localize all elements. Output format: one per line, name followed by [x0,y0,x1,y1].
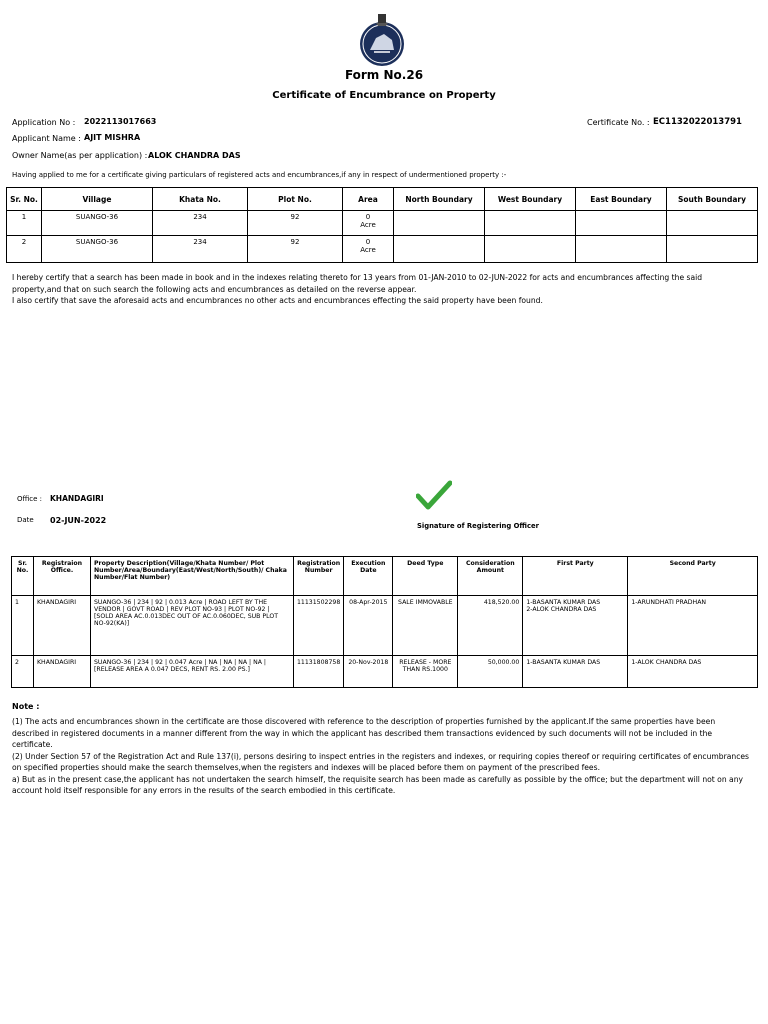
property-table [6,187,758,263]
cell-amount: 418,520.00 [458,596,523,656]
cell-khata: 234 [153,236,248,263]
state-emblem-icon [356,12,408,68]
col-header: Deed Type [393,557,458,596]
table-row [12,656,758,688]
col-header: Village [42,188,153,211]
cell-west [485,211,576,236]
cell-description: SUANGO-36 | 234 | 92 | 0.013 Acre | ROAD LEFT BY THE VENDOR | GOVT ROAD | REV PLOT NO-93 | PLOT NO-92 | [SOLD AREA AC.0.013DEC OUT OF AC.0.060DEC, SUB PLOT NO-92(KA)] [91,596,294,656]
cell-office: KHANDAGIRI [34,656,91,688]
note-1: (1) The acts and encumbrances shown in the certificate are those discovered with reference to the description of properties furnished by the applicant.If the same properties have been described in registered documents in a manner different from the way in which the applicant has described them transactions evidenced by such documents will not be included in the certificate. [12,717,716,749]
col-header: North Boundary [394,188,485,211]
certify-line-1: I hereby certify that a search has been made in book and in the indexes relating thereto for 13 years from 01-JAN-2010 to 02-JUN-2022 for acts and encumbrances affecting the said [12,273,703,282]
owner-name: ALOK CHANDRA DAS [148,151,241,160]
cell-khata: 234 [153,211,248,236]
notes-body [12,716,752,797]
cell-sr: 1 [7,211,42,236]
cell-reg-no: 11131502298 [294,596,344,656]
cell-sr: 2 [7,236,42,263]
encumbrance-table [11,556,758,688]
cell-amount: 50,000.00 [458,656,523,688]
certificate-no-label: Certificate No. : [587,118,650,127]
cell-second-party: 1-ALOK CHANDRA DAS [628,656,758,688]
cell-description: SUANGO-36 | 234 | 92 | 0.047 Acre | NA | NA | NA | NA | [RELEASE AREA A 0.047 DECS, RENT RS. 2.00 PS.] [91,656,294,688]
cell-exec-date: 08-Apr-2015 [344,596,393,656]
first-party-2: 2-ALOK CHANDRA DAS [526,606,597,613]
cell-deed-type: SALE IMMOVABLE [393,596,458,656]
col-header: Second Party [628,557,758,596]
cell-first-party [523,596,628,656]
cell-first-party [523,656,628,688]
certify-line-3: I also certify that save the aforesaid acts and encumbrances no other acts and encumbrances effecting the said property have been found. [12,296,543,305]
first-party-1: 1-BASANTA KUMAR DAS [526,599,601,606]
area-value: 0 [365,213,371,221]
cell-east [576,236,667,263]
col-header: Khata No. [153,188,248,211]
col-header: Plot No. [248,188,343,211]
cell-south [667,211,758,236]
cell-south [667,236,758,263]
cell-plot: 92 [248,211,343,236]
cell-area [343,236,394,263]
area-unit: Acre [360,221,376,229]
applicant-name: AJIT MISHRA [84,133,141,142]
col-header: Execution Date [344,557,393,596]
col-header: West Boundary [485,188,576,211]
col-header: First Party [523,557,628,596]
col-header: Consideration Amount [458,557,523,596]
cell-west [485,236,576,263]
col-header: South Boundary [667,188,758,211]
col-header: Sr. No. [7,188,42,211]
office-label: Office : [17,495,43,503]
table-header-row [7,188,758,211]
cell-deed-type: RELEASE - MORE THAN RS.1000 [393,656,458,688]
date-value: 02-JUN-2022 [50,516,107,525]
owner-name-label: Owner Name(as per application) : [12,151,148,160]
office-name: KHANDAGIRI [50,494,104,503]
certify-text [12,272,757,307]
cell-reg-no: 11131808758 [294,656,344,688]
cell-plot: 92 [248,236,343,263]
table-row [7,236,758,263]
table-row [12,596,758,656]
cell-north [394,236,485,263]
application-no-label: Application No : [12,118,76,127]
col-header: East Boundary [576,188,667,211]
intro-text: Having applied to me for a certificate giving particulars of registered acts and encumbrances,if any in respect of undermentioned property :- [12,171,507,179]
col-header: Area [343,188,394,211]
certificate-subtitle: Certificate of Encumbrance on Property [272,90,496,101]
cell-north [394,211,485,236]
cell-second-party: 1-ARUNDHATI PRADHAN [628,596,758,656]
table-header-row [12,557,758,596]
cell-area [343,211,394,236]
application-no: 2022113017663 [84,117,157,126]
date-label: Date [17,516,34,524]
col-header: Registraion Office. [34,557,91,596]
note-title: Note : [12,702,40,711]
table-row [7,211,758,236]
cell-exec-date: 20-Nov-2018 [344,656,393,688]
form-title: Form No.26 [344,68,424,82]
signature-label: Signature of Registering Officer [417,522,539,530]
cell-sr: 1 [12,596,34,656]
area-unit: Acre [360,246,376,254]
cell-village: SUANGO-36 [42,236,153,263]
area-value: 0 [365,238,371,246]
note-2: (2) Under Section 57 of the Registration Act and Rule 137(i), persons desiring to inspect entries in the registers and indexes, or requiring copies thereof or requiring certificates of encumbrances on specified properties should make the search themselves,when the registers and indexes will be placed before them on payment of the prescribed fees. [12,751,750,772]
certify-line-2: property,and that on such search the following acts and encumbrances as detailed on the reverse appear. [12,284,417,294]
first-party-1: 1-BASANTA KUMAR DAS [526,659,601,666]
cell-east [576,211,667,236]
cell-village: SUANGO-36 [42,211,153,236]
certificate-no: EC1132022013791 [653,117,742,127]
cell-sr: 2 [12,656,34,688]
cell-office: KHANDAGIRI [34,596,91,656]
note-3: a) But as in the present case,the applicant has not undertaken the search himself, the requisite search has been made as carefully as possible by the office; but the department will not on any account hold itself responsible for any errors in the results of the search embodied in this certificate. [12,774,744,795]
applicant-name-label: Applicant Name : [12,134,81,143]
checkmark-icon [416,480,452,514]
col-header: Sr. No. [12,557,34,596]
col-header: Property Description(Village/Khata Number/ Plot Number/Area/Boundary(East/West/North/South)/ Chaka Number/Flat Number) [91,557,294,596]
col-header: Registration Number [294,557,344,596]
